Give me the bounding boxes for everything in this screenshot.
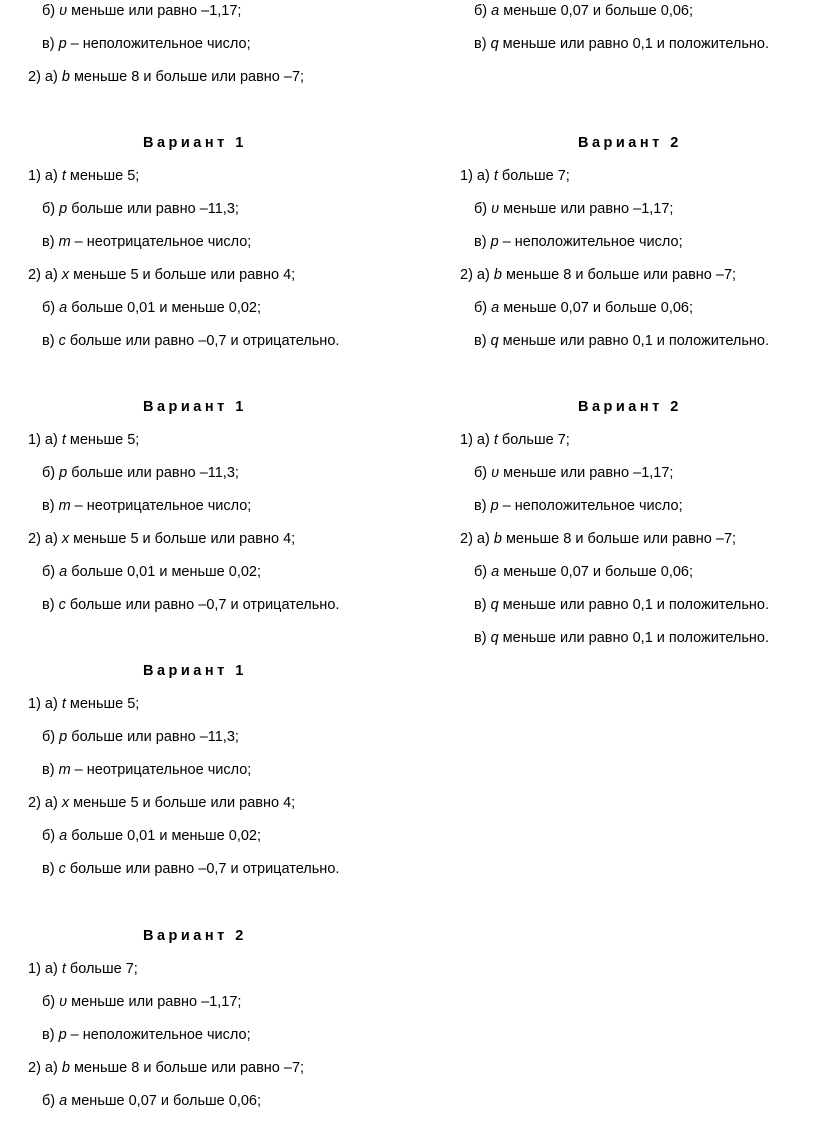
task-line [28,200,239,218]
task-label: 2) а) [28,531,62,547]
variable-name: b [493,267,502,283]
task-text: меньше или равно 0,1 и положительно. [498,597,770,613]
task-label: 1) а) [28,432,62,448]
task-label: в) [474,234,491,250]
task-line [28,233,251,251]
task-label: 1) а) [28,168,62,184]
task-text: больше 0,01 и меньше 0,02; [67,564,262,580]
variable-name: q [490,36,499,52]
task-line [460,233,683,251]
task-line [28,431,139,449]
task-text: – неположительное число; [66,1027,251,1043]
task-text: – неположительное число; [498,234,683,250]
task-label: в) [474,36,491,52]
task-line [460,2,693,20]
variable-name: q [490,630,499,646]
variable-name: t [61,432,66,448]
task-text: больше или равно –0,7 и отрицательно. [65,861,340,877]
variable-name: a [491,300,500,316]
task-line [460,464,673,482]
task-line [28,695,139,713]
task-label: 2) а) [28,1060,62,1076]
task-text: меньше 8 и больше или равно –7; [501,531,737,547]
task-text: больше или равно –11,3; [67,729,239,745]
task-label: в) [474,630,491,646]
task-label: в) [42,36,59,52]
task-line [460,200,673,218]
task-line [28,728,239,746]
task-label: б) [474,300,492,316]
task-text: больше 7; [65,961,138,977]
task-line [28,266,295,284]
task-label: б) [474,3,492,19]
variable-name: x [61,267,70,283]
task-line [28,2,241,20]
task-line [28,1059,304,1077]
variable-name: t [493,432,498,448]
task-text: больше 7; [497,168,570,184]
task-label: б) [42,3,60,19]
task-label: 1) а) [28,961,62,977]
task-text: меньше 5; [65,432,140,448]
variable-name: υ [59,994,68,1010]
task-label: 2) а) [460,531,494,547]
task-line [28,761,251,779]
task-label: б) [474,201,492,217]
task-line [28,563,261,581]
variable-name: b [61,69,70,85]
task-text: меньше 5 и больше или равно 4; [69,795,296,811]
variable-name: a [59,300,68,316]
variable-name: t [493,168,498,184]
variable-name: t [61,961,66,977]
task-text: – неположительное число; [66,36,251,52]
variable-name: x [61,795,70,811]
task-line [28,464,239,482]
variable-name: x [61,531,70,547]
variable-name: m [58,498,71,514]
task-label: б) [42,994,60,1010]
task-line [28,497,251,515]
task-text: меньше или равно 0,1 и положительно. [498,36,770,52]
task-text: меньше 0,07 и больше 0,06; [499,564,694,580]
variant-title: Вариант 2 [143,928,247,944]
task-line [28,1092,261,1110]
variable-name: t [61,696,66,712]
task-label: б) [42,300,60,316]
task-line [28,596,339,614]
variable-name: a [59,828,68,844]
task-label: 1) а) [460,168,494,184]
task-line [28,530,295,548]
variant-title: Вариант 2 [578,135,682,151]
task-label: 1) а) [460,432,494,448]
variable-name: υ [491,201,500,217]
task-text: меньше или равно 0,1 и положительно. [498,333,770,349]
task-text: меньше или равно –1,17; [67,3,242,19]
task-label: 2) а) [28,795,62,811]
task-label: в) [42,861,59,877]
task-text: – неположительное число; [498,498,683,514]
task-text: меньше или равно 0,1 и положительно. [498,630,770,646]
task-line [28,35,251,53]
task-label: в) [474,597,491,613]
task-text: больше или равно –11,3; [67,201,239,217]
variable-name: a [59,1093,68,1109]
variant-title: Вариант 2 [578,399,682,415]
task-label: 2) а) [28,267,62,283]
task-line [460,563,693,581]
task-label: б) [42,564,60,580]
variant-title: Вариант 1 [143,399,247,415]
task-text: меньше 0,07 и больше 0,06; [499,300,694,316]
task-text: меньше 5 и больше или равно 4; [69,267,296,283]
task-text: меньше или равно –1,17; [499,465,674,481]
task-line [28,827,261,845]
task-label: в) [474,333,491,349]
task-label: в) [42,1027,59,1043]
task-text: больше или равно –0,7 и отрицательно. [65,597,340,613]
variable-name: p [58,36,67,52]
variant-title: Вариант 1 [143,135,247,151]
task-label: б) [42,828,60,844]
variable-name: p [490,498,499,514]
task-label: б) [474,465,492,481]
task-line [28,794,295,812]
task-text: меньше 8 и больше или равно –7; [69,1060,305,1076]
task-text: – неотрицательное число; [70,498,252,514]
task-label: 1) а) [28,696,62,712]
variable-name: c [58,333,66,349]
task-line [28,332,339,350]
task-line [28,1026,251,1044]
task-line [460,332,769,350]
task-text: больше 0,01 и меньше 0,02; [67,828,262,844]
task-text: меньше 5 и больше или равно 4; [69,531,296,547]
task-text: больше или равно –0,7 и отрицательно. [65,333,340,349]
task-label: б) [474,564,492,580]
task-text: – неотрицательное число; [70,762,252,778]
variable-name: p [59,729,68,745]
variable-name: q [490,597,499,613]
task-label: в) [474,498,491,514]
task-line [28,993,241,1011]
task-label: 2) а) [28,69,62,85]
task-line [28,960,138,978]
task-label: в) [42,762,59,778]
variable-name: q [490,333,499,349]
variable-name: b [493,531,502,547]
variable-name: m [58,762,71,778]
task-label: б) [42,201,60,217]
task-line [460,629,769,647]
task-text: меньше 8 и больше или равно –7; [69,69,305,85]
task-label: в) [42,597,59,613]
task-label: 2) а) [460,267,494,283]
task-line [460,167,570,185]
variable-name: a [491,3,500,19]
task-label: б) [42,729,60,745]
variable-name: p [59,465,68,481]
task-line [28,68,304,86]
task-line [460,431,570,449]
task-line [28,299,261,317]
task-text: меньше 0,07 и больше 0,06; [499,3,694,19]
variable-name: m [58,234,71,250]
variable-name: a [491,564,500,580]
variable-name: c [58,861,66,877]
task-line [460,35,769,53]
task-text: больше 0,01 и меньше 0,02; [67,300,262,316]
task-line [460,497,683,515]
task-label: в) [42,498,59,514]
task-line [460,299,693,317]
task-line [460,530,736,548]
task-text: меньше или равно –1,17; [499,201,674,217]
variable-name: υ [59,3,68,19]
task-text: меньше 5; [65,168,140,184]
task-label: в) [42,234,59,250]
task-label: в) [42,333,59,349]
variable-name: υ [491,465,500,481]
task-text: – неотрицательное число; [70,234,252,250]
variable-name: b [61,1060,70,1076]
variant-title: Вариант 1 [143,663,247,679]
task-line [28,860,339,878]
task-text: меньше или равно –1,17; [67,994,242,1010]
task-text: меньше 0,07 и больше 0,06; [67,1093,262,1109]
variable-name: p [490,234,499,250]
variable-name: p [59,201,68,217]
task-line [460,266,736,284]
task-line [460,596,769,614]
task-text: меньше 5; [65,696,140,712]
task-text: меньше 8 и больше или равно –7; [501,267,737,283]
task-text: больше 7; [497,432,570,448]
variable-name: p [58,1027,67,1043]
task-label: б) [42,465,60,481]
task-text: больше или равно –11,3; [67,465,239,481]
variable-name: t [61,168,66,184]
task-line [28,167,139,185]
variable-name: a [59,564,68,580]
variable-name: c [58,597,66,613]
task-label: б) [42,1093,60,1109]
